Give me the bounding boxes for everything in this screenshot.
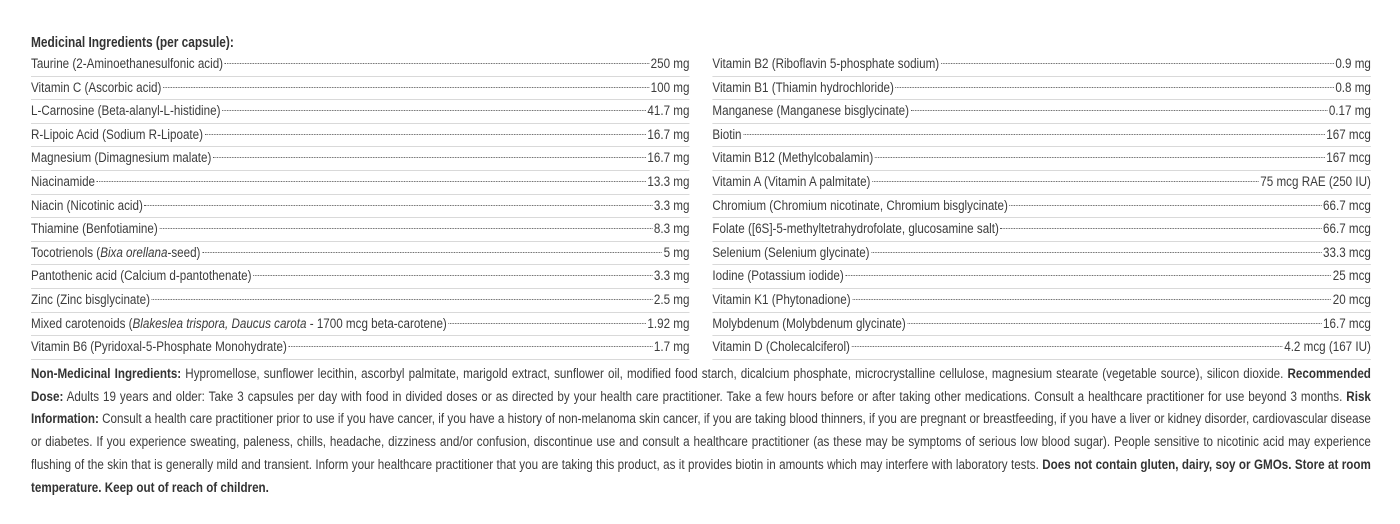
dot-leader xyxy=(1001,228,1322,229)
dot-leader xyxy=(872,181,1259,182)
ingredient-row xyxy=(712,147,1370,171)
ingredient-row xyxy=(31,100,689,124)
ingredient-amount: 33.3 mcg xyxy=(1323,244,1371,261)
ingredient-amount: 16.7 mcg xyxy=(1323,315,1371,332)
ingredient-row xyxy=(712,124,1370,148)
ingredient-row xyxy=(31,289,689,313)
medicinal-ingredients-heading: Medicinal Ingredients (per capsule): xyxy=(31,35,234,51)
ingredient-row xyxy=(31,313,689,337)
dot-leader xyxy=(163,87,649,88)
ingredient-name: Iodine (Potassium iodide) xyxy=(712,268,844,285)
dot-leader xyxy=(852,346,1283,347)
dot-leader xyxy=(97,181,646,182)
ingredient-row xyxy=(31,336,689,360)
ingredient-name: Vitamin K1 (Phytonadione) xyxy=(712,291,851,308)
ingredient-name: Magnesium (Dimagnesium malate) xyxy=(31,150,212,167)
ingredient-name-part: -seed) xyxy=(167,244,201,261)
dot-leader xyxy=(205,134,646,135)
ingredient-row xyxy=(31,53,689,77)
non-medicinal-label: Non-Medicinal Ingredients: xyxy=(31,365,182,382)
ingredient-name xyxy=(31,242,200,265)
dot-leader xyxy=(159,228,652,229)
ingredient-name: Pantothenic acid (Calcium d-pantothenate) xyxy=(31,268,252,285)
ingredient-row xyxy=(712,336,1370,360)
ingredient-row xyxy=(31,265,689,289)
dot-leader xyxy=(907,323,1321,324)
left-ingredient-column xyxy=(31,53,689,360)
ingredient-columns xyxy=(31,53,1371,360)
ingredient-name: Vitamin B12 (Methylcobalamin) xyxy=(712,150,874,167)
ingredient-amount: 250 mg xyxy=(650,56,690,72)
ingredient-source-italic: Blakeslea trispora, Daucus carota xyxy=(132,315,307,332)
ingredient-amount: 3.3 mg xyxy=(653,268,690,285)
ingredient-amount: 20 mcg xyxy=(1332,291,1371,308)
ingredient-row xyxy=(712,100,1370,124)
risk-information-label: Risk Information: xyxy=(31,388,1371,428)
ingredient-row xyxy=(31,171,689,195)
ingredient-amount: 25 mcg xyxy=(1332,268,1371,285)
ingredient-name: R-Lipoic Acid (Sodium R-Lipoate) xyxy=(31,126,203,143)
dot-leader xyxy=(871,252,1321,253)
ingredient-name: Niacinamide xyxy=(31,173,96,190)
ingredient-amount: 41.7 mg xyxy=(647,103,690,120)
ingredient-amount: 0.9 mg xyxy=(1335,56,1371,72)
ingredient-name-part: Mixed carotenoids ( xyxy=(31,315,133,332)
dot-leader xyxy=(845,275,1331,276)
ingredient-name xyxy=(31,313,447,336)
dot-leader xyxy=(253,275,652,276)
ingredient-row xyxy=(712,53,1370,77)
ingredient-amount: 2.5 mg xyxy=(653,291,690,308)
ingredient-row xyxy=(712,218,1370,242)
ingredient-name: L-Carnosine (Beta-alanyl-L-histidine) xyxy=(31,103,221,120)
dot-leader xyxy=(448,323,645,324)
ingredient-row xyxy=(31,242,689,266)
ingredient-row xyxy=(712,313,1370,337)
dot-leader xyxy=(213,157,646,158)
ingredient-amount: 16.7 mg xyxy=(647,150,690,167)
ingredient-row xyxy=(712,77,1370,101)
ingredient-amount: 66.7 mcg xyxy=(1323,197,1371,214)
dot-leader xyxy=(743,134,1324,135)
recommended-dose-text: Adults 19 years and older: Take 3 capsules per day with food in divided doses or as directed by your health care practitioner. Take a few hours before or after taking other medications. Consult a healthcare practitioner for use beyond 3 months. xyxy=(63,388,1347,405)
ingredient-amount: 1.92 mg xyxy=(647,315,690,332)
ingredient-name: Vitamin B1 (Thiamin hydrochloride) xyxy=(712,79,894,96)
non-medicinal-text: Hypromellose, sunflower lecithin, ascorbyl palmitate, marigold extract, sunflower oil, modified food starch, dicalcium phosphate, microcrystalline cellulose, magnesium stearate (vegetable source), silicon dioxide. xyxy=(181,365,1288,382)
ingredient-name: Biotin xyxy=(712,126,742,143)
dot-leader xyxy=(941,63,1334,64)
ingredient-name: Manganese (Manganese bisglycinate) xyxy=(712,103,910,120)
ingredient-name: Vitamin B6 (Pyridoxal-5-Phosphate Monohydrate) xyxy=(31,339,287,356)
ingredient-amount: 0.8 mg xyxy=(1335,79,1371,96)
ingredient-amount: 0.17 mg xyxy=(1328,103,1371,120)
ingredient-amount: 100 mg xyxy=(650,79,690,96)
ingredient-name: Niacin (Nicotinic acid) xyxy=(31,197,143,214)
right-ingredient-column xyxy=(712,53,1370,360)
ingredient-amount: 4.2 mcg (167 IU) xyxy=(1284,339,1371,356)
closing-statement: Does not contain gluten, dairy, soy or GMOs. Store at room temperature. Keep out of reach of children. xyxy=(31,456,1371,496)
ingredient-row xyxy=(712,242,1370,266)
ingredient-amount: 75 mcg RAE (250 IU) xyxy=(1260,173,1371,190)
ingredient-name: Vitamin D (Cholecalciferol) xyxy=(712,339,850,356)
ingredient-amount: 167 mcg xyxy=(1326,126,1371,143)
risk-information-text: Consult a health care practitioner prior to use if you have cancer, if you have a history of non-melanoma skin cancer, if you are taking blood thinners, if you are pregnant or breastfeeding, if you have a liver or kidney disorder, cardiovascular disease or diabetes. If you experience sweating, paleness, chills, headache, dizziness and/or confusion, discontinue use and consult a healthcare practitioner (as these may be symptoms of serious low blood sugar). People sensitive to nicotinic acid may experience flushing of the skin that is generally mild and transient. Inform your healthcare practitioner that you are taking this product, as it provides biotin in amounts which may interfere with laboratory tests. xyxy=(31,411,1371,473)
dot-leader xyxy=(896,87,1334,88)
ingredient-row xyxy=(712,195,1370,219)
dot-leader xyxy=(911,110,1328,111)
dot-leader xyxy=(289,346,653,347)
ingredient-source-italic: Bixa orellana xyxy=(100,244,168,261)
ingredient-row xyxy=(31,218,689,242)
dot-leader xyxy=(152,299,653,300)
ingredient-name: Chromium (Chromium nicotinate, Chromium bisglycinate) xyxy=(712,197,1008,214)
ingredient-row xyxy=(712,265,1370,289)
ingredient-row xyxy=(31,124,689,148)
supplement-label xyxy=(31,34,1371,500)
ingredient-name: Selenium (Selenium glycinate) xyxy=(712,244,870,261)
dot-leader xyxy=(144,205,652,206)
ingredient-name: Vitamin B2 (Riboflavin 5-phosphate sodium) xyxy=(712,56,940,72)
dot-leader xyxy=(1010,205,1322,206)
recommended-dose-label: Recommended Dose: xyxy=(31,365,1371,405)
dot-leader xyxy=(202,252,662,253)
ingredient-row xyxy=(712,289,1370,313)
notes-paragraph xyxy=(31,363,1371,500)
dot-leader xyxy=(852,299,1331,300)
ingredient-name-part: - 1700 mcg beta-carotene) xyxy=(306,315,447,332)
ingredient-name: Vitamin C (Ascorbic acid) xyxy=(31,79,162,96)
dot-leader xyxy=(875,157,1325,158)
ingredient-name: Molybdenum (Molybdenum glycinate) xyxy=(712,315,906,332)
ingredient-name: Thiamine (Benfotiamine) xyxy=(31,221,158,238)
ingredient-name-part: Tocotrienols ( xyxy=(31,244,101,261)
ingredient-amount: 167 mcg xyxy=(1326,150,1371,167)
ingredient-amount: 13.3 mg xyxy=(647,173,690,190)
ingredient-row xyxy=(712,171,1370,195)
ingredient-amount: 3.3 mg xyxy=(653,197,690,214)
label-notes xyxy=(31,363,1371,500)
ingredient-amount: 16.7 mg xyxy=(647,126,690,143)
ingredient-row xyxy=(31,77,689,101)
dot-leader xyxy=(222,110,646,111)
ingredient-amount: 1.7 mg xyxy=(653,339,690,356)
ingredient-name: Zinc (Zinc bisglycinate) xyxy=(31,291,150,308)
ingredient-row xyxy=(31,147,689,171)
ingredient-row xyxy=(31,195,689,219)
ingredient-amount: 5 mg xyxy=(663,244,690,261)
ingredient-name: Taurine (2-Aminoethanesulfonic acid) xyxy=(31,56,224,72)
ingredient-amount: 8.3 mg xyxy=(653,221,690,238)
ingredient-name: Vitamin A (Vitamin A palmitate) xyxy=(712,173,871,190)
ingredient-name: Folate ([6S]-5-methyltetrahydrofolate, glucosamine salt) xyxy=(712,221,999,238)
ingredient-amount: 66.7 mcg xyxy=(1323,221,1371,238)
dot-leader xyxy=(225,63,649,64)
